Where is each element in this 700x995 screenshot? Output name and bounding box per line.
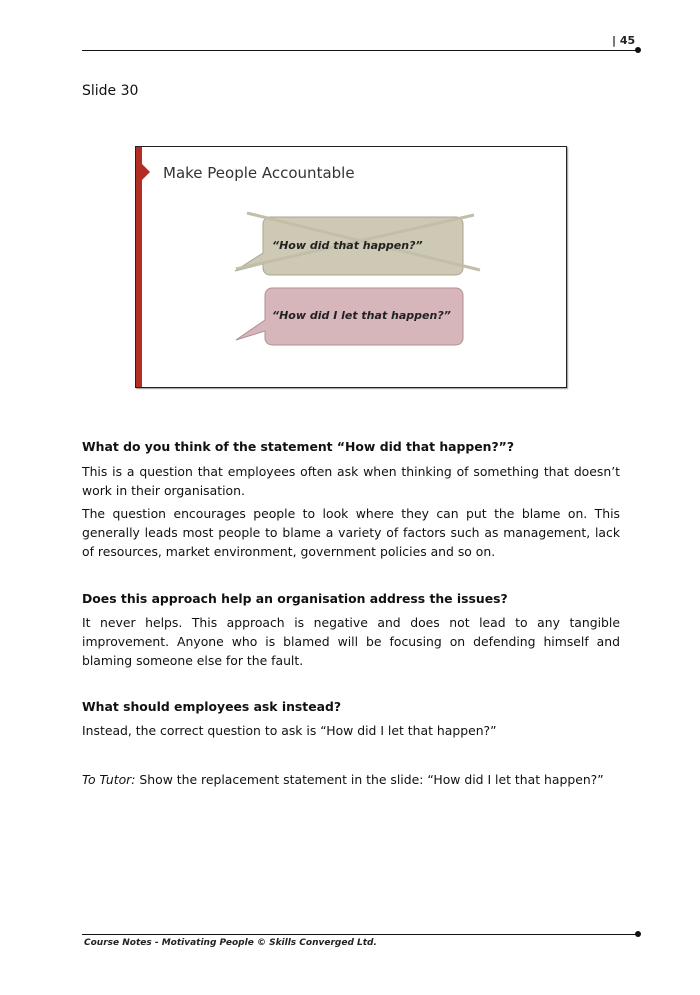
- footer-text: Course Notes - Motivating People © Skills Converged Ltd.: [84, 938, 377, 948]
- tutor-note-text: Show the replacement statement in the slide: “How did I let that happen?”: [135, 772, 604, 787]
- speech-bubbles: [136, 147, 566, 387]
- tutor-note: [82, 770, 620, 789]
- crossed-question-text: “How did that happen?”: [272, 239, 423, 252]
- slide-label: Slide 30: [82, 83, 139, 99]
- section-1-question: What do you think of the statement “How did that happen?”?: [82, 439, 515, 454]
- slide-title: Make People Accountable: [163, 164, 355, 182]
- footer-rule: [82, 934, 638, 935]
- section-2-question: Does this approach help an organisation address the issues?: [82, 591, 508, 606]
- section-3-paragraph-1: Instead, the correct question to ask is “How did I let that happen?”: [82, 723, 497, 738]
- header-rule-dot: [635, 47, 641, 53]
- section-2-paragraph-1: It never helps. This approach is negative and does not lead to any tangible improvement. Anyone who is blamed will be focusing on defending himself and blaming someone else for the fault.: [82, 615, 620, 668]
- section-1-paragraph-1: This is a question that employees often ask when thinking of something that doesn’t work in their organisation.: [82, 464, 620, 498]
- tutor-note-label: To Tutor:: [82, 772, 136, 787]
- slide-thumbnail: [135, 146, 567, 388]
- header-rule: [82, 50, 638, 51]
- page-number: | 45: [612, 34, 636, 47]
- section-1-paragraph-2: The question encourages people to look where they can put the blame on. This generally leads most people to blame a variety of factors such as management, lack of resources, market environment, government policies and so on.: [82, 506, 620, 559]
- section-3-question: What should employees ask instead?: [82, 699, 342, 714]
- footer-rule-dot: [635, 931, 641, 937]
- new-question-text: “How did I let that happen?”: [272, 309, 451, 322]
